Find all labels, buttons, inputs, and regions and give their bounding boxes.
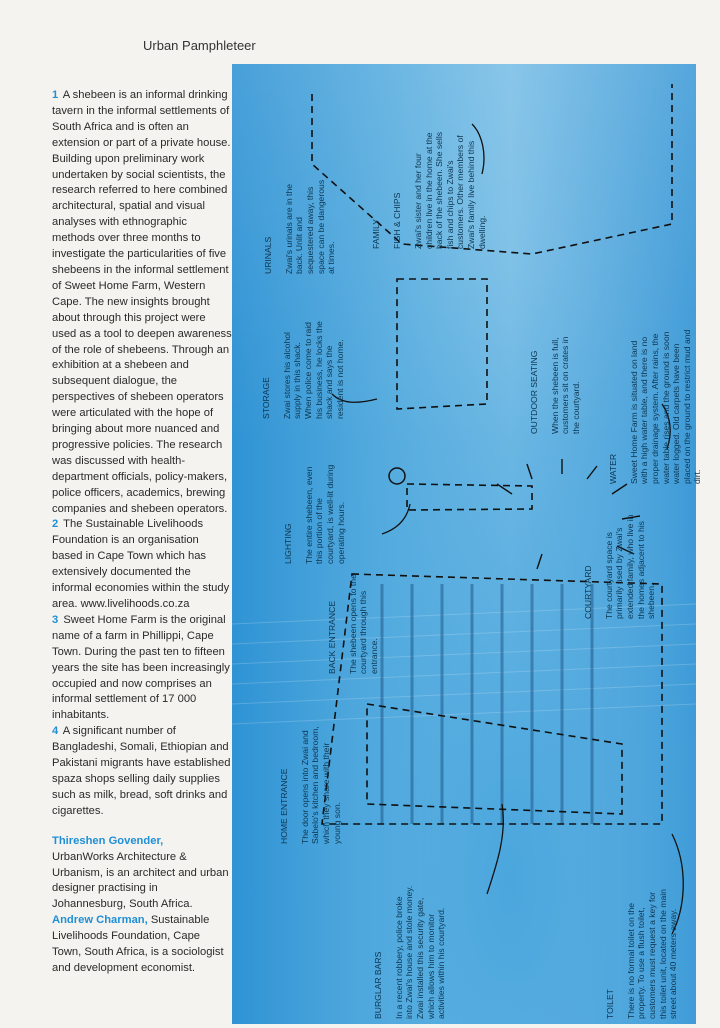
back-entrance-outline (407, 484, 532, 510)
note-text: A significant number of Bangladeshi, Somali, Ethiopian and Pakistani migrants have established spaza shops selling daily supplies such as milk, bread, soft drinks and cigarettes. (52, 725, 231, 817)
caption-title: TOILET (604, 989, 615, 1019)
caption-title: LIGHTING (282, 523, 293, 564)
note-number: 4 (52, 725, 59, 738)
note-number: 2 (52, 518, 59, 531)
caption-text: Zwai's urinals are in the back. Unlit and sequestered away, this space can be dangerous at times. (283, 179, 337, 274)
note-4 (52, 724, 232, 819)
caption-title: URINALS (262, 236, 273, 274)
note-2 (52, 517, 232, 612)
caption-text: Zwai's sister and her four children live in the home at the back of the shebeen. She sells fish and chips to Zwai's customers. Other members of Zwai's family live behind this dwelling. (412, 131, 487, 249)
running-head: Urban Pamphleteer (143, 38, 256, 53)
back-entrance-arrow (382, 504, 410, 534)
caption-title: COURTYARD (582, 565, 593, 619)
caption-back-entrance (316, 564, 380, 674)
note-1 (52, 88, 232, 517)
author-bio (52, 913, 232, 977)
caption-water (597, 324, 703, 484)
caption-text: Sweet Home Farm is situated on land with a high water table, and there is no proper drainage system. After rains, the water table rises and the ground is soon water logged. Old carpets have been placed on the ground to restrict mud and dirt. (628, 329, 703, 484)
light-marker (389, 468, 405, 484)
caption-text: In a recent robbery, police broke into Zwai's house and stole money. Zwai installed this security gate, which allows him to monitor activities within his courtyard. (393, 885, 447, 1019)
author-bios (52, 834, 232, 977)
caption-title: HOME ENTRANCE (278, 768, 289, 844)
caption-title: WATER (607, 453, 618, 484)
caption-subtitle: FISH & CHIPS (391, 192, 402, 249)
caption-urinals (252, 174, 337, 274)
note-number: 3 (52, 613, 59, 626)
caption-text: There is no formal toilet on the property. To use a flush toilet, customers must request a key for this toilet unit, located on the main street about 40 meters away. (625, 889, 679, 1019)
caption-storage (250, 319, 345, 419)
caption-title: BACK ENTRANCE (326, 600, 337, 674)
caption-toilet (594, 889, 679, 1019)
caption-outdoor-seating (518, 324, 582, 434)
storage-outline (397, 279, 487, 409)
caption-lighting (272, 464, 346, 564)
note-text: Sweet Home Farm is the original name of a farm in Phillippi, Cape Town. During the past ten to fifteen years the site has been increasingly occupied and now comprises an informal settlement of 17 000 inhabitants. (52, 613, 230, 722)
caption-title: BURGLAR BARS (372, 951, 383, 1019)
caption-text: The entire shebeen, even this portion of the courtyard, is well-lit during operating hours. (303, 464, 346, 564)
caption-text: When the shebeen is full, customers sit on crates in the courtyard. (549, 336, 581, 434)
author-text: UrbanWorks Architecture & Urbanism, is an architect and urban designer practising in Johannesburg, South Africa. (52, 850, 229, 911)
caption-burglar-bars (362, 884, 447, 1019)
note-3 (52, 613, 232, 724)
caption-title: OUTDOOR SEATING (528, 350, 539, 434)
annotated-photo (232, 64, 703, 1024)
author-name: Thireshen Govender, (52, 834, 164, 847)
author-text: Sustainable Livelihoods Foundation, Cape Town, South Africa, is a sociologist and development economist. (52, 914, 224, 974)
caption-text: The shebeen opens to the courtyard through this entrance. (347, 574, 379, 674)
note-text: The Sustainable Livelihoods Foundation is an organisation based in Cape Town which has extensively documented the informal economies within the study area. www.livelihoods.co.za (52, 518, 230, 610)
author-name: Andrew Charman, (52, 914, 148, 927)
note-number: 1 (52, 89, 59, 101)
caption-family (360, 129, 487, 249)
caption-text: The door opens into Zwai and Sabelo's kitchen and bedroom, which they share with their young son. (299, 726, 342, 844)
notes-column (52, 88, 232, 977)
caption-text: The courtyard space is primarily used by Zwai's extended family, who live in the homes adjacent to his shebeen. (603, 514, 657, 619)
caption-home-entrance (268, 724, 342, 844)
note-text: A shebeen is an informal drinking tavern in the informal settlements of South Africa and is often an extension or part of a private house. Building upon preliminary work undertaken by social scientists, the research referred to here combined architectural, spatial and visual analyses with ethnographic methods over three months to investigate the particularities of five shebeens in the informal settlement of Sweet Home Farm, Western Cape. The new insights brought about through this project were used as a tool to deepen awareness of the role of shebeens. Through an exhibition at a shebeen and subsequent dialogue, the perspectives of shebeen operators were articulated with the hope of bringing about more nuanced and progressive policies. The research was discussed with health-department officials, policy-makers, police officers, academics, brewing companies and shebeen operators. (52, 89, 232, 515)
caption-courtyard (572, 509, 657, 619)
caption-title: FAMILY (370, 219, 381, 249)
caption-title: STORAGE (260, 377, 271, 419)
author-bio (52, 834, 232, 914)
home-entrance-outline (367, 704, 622, 814)
caption-text: Zwai stores his alcohol supply in this shack. When police come to raid his business, he locks the shack and says the resident is not home. (281, 321, 345, 419)
